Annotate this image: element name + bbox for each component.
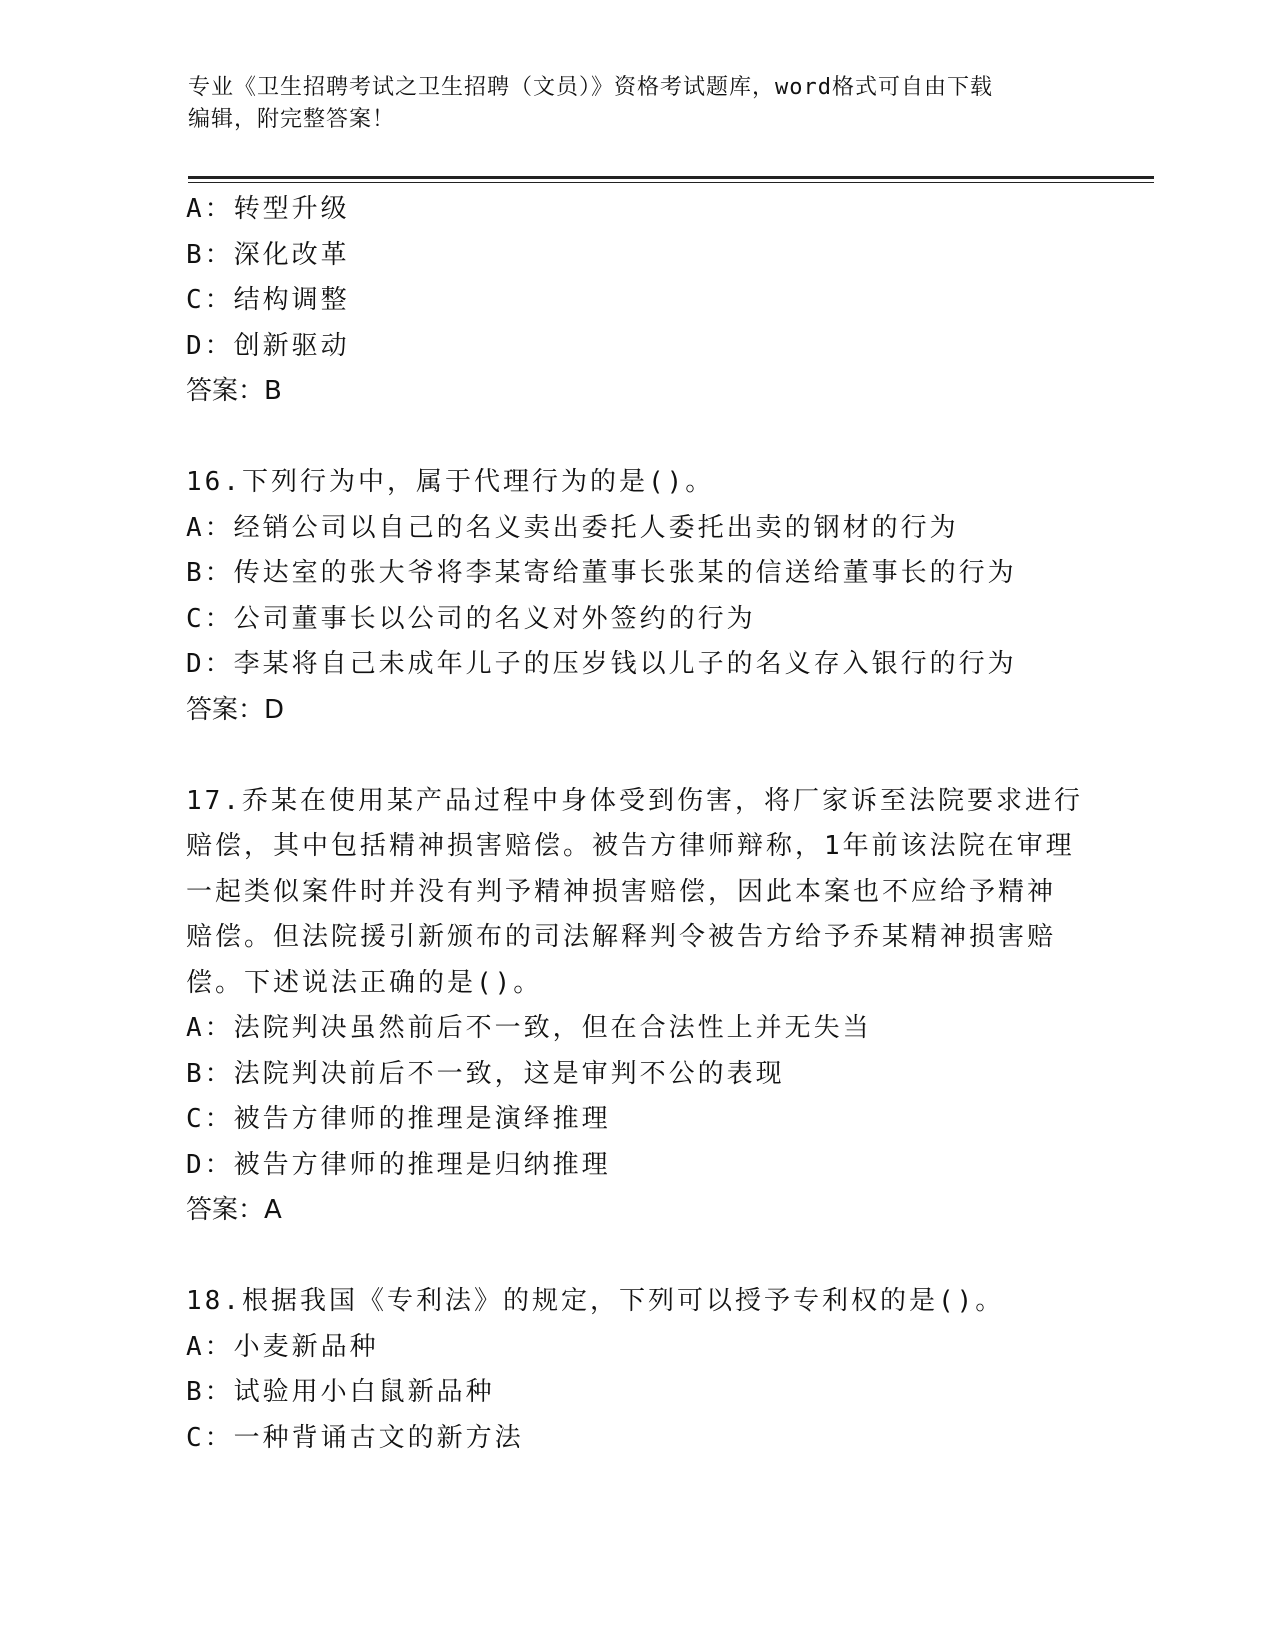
option-d: D：创新驱动 bbox=[186, 330, 350, 361]
option-a: A：经销公司以自己的名义卖出委托人委托出卖的钢材的行为 bbox=[186, 512, 959, 543]
option-b: B：法院判决前后不一致，这是审判不公的表现 bbox=[186, 1058, 785, 1089]
option-b: B：深化改革 bbox=[186, 239, 350, 270]
question-stem: 偿。下述说法正确的是()。 bbox=[186, 967, 543, 998]
answer-line: 答案：A bbox=[186, 1195, 282, 1225]
option-d: D：被告方律师的推理是归纳推理 bbox=[186, 1149, 611, 1180]
question-stem: 17.乔某在使用某产品过程中身体受到伤害，将厂家诉至法院要求进行 bbox=[186, 785, 1083, 816]
header-divider-thin bbox=[188, 182, 1154, 183]
option-c: C：公司董事长以公司的名义对外签约的行为 bbox=[186, 603, 756, 634]
header-divider-thick bbox=[188, 176, 1154, 179]
option-a: A：法院判决虽然前后不一致，但在合法性上并无失当 bbox=[186, 1013, 872, 1043]
option-c: C：被告方律师的推理是演绎推理 bbox=[186, 1104, 611, 1134]
answer-line: 答案：B bbox=[186, 376, 282, 406]
spacer bbox=[186, 1234, 1086, 1280]
document-header bbox=[188, 72, 1088, 136]
question-stem: 16.下列行为中，属于代理行为的是()。 bbox=[186, 467, 715, 497]
question-16 bbox=[186, 460, 1086, 733]
question-list bbox=[186, 187, 1086, 1461]
answer-line: 答案：D bbox=[186, 694, 285, 725]
option-c: C：结构调整 bbox=[186, 285, 350, 315]
option-b: B：传达室的张大爷将李某寄给董事长张某的信送给董事长的行为 bbox=[186, 558, 1017, 588]
option-b: B：试验用小白鼠新品种 bbox=[186, 1377, 495, 1407]
spacer bbox=[186, 733, 1086, 779]
question-15-continued bbox=[186, 187, 1086, 415]
option-a: A：转型升级 bbox=[186, 194, 350, 224]
question-stem: 赔偿，其中包括精神损害赔偿。被告方律师辩称，1年前该法院在审理 bbox=[186, 831, 1075, 861]
option-a: A：小麦新品种 bbox=[186, 1331, 379, 1362]
question-stem: 18.根据我国《专利法》的规定，下列可以授予专利权的是()。 bbox=[186, 1286, 1005, 1316]
header-line-2: 编辑，附完整答案！ bbox=[188, 107, 396, 132]
spacer bbox=[186, 415, 1086, 461]
question-stem: 一起类似案件时并没有判予精神损害赔偿，因此本案也不应给予精神 bbox=[186, 876, 1057, 907]
question-17 bbox=[186, 779, 1086, 1234]
header-line-1: 专业《卫生招聘考试之卫生招聘（文员）》资格考试题库，word格式可自由下载 bbox=[188, 75, 993, 100]
question-18 bbox=[186, 1279, 1086, 1461]
question-stem: 赔偿。但法院援引新颁布的司法解释判令被告方给予乔某精神损害赔 bbox=[186, 922, 1057, 952]
option-d: D：李某将自己未成年儿子的压岁钱以儿子的名义存入银行的行为 bbox=[186, 649, 1017, 679]
option-c: C：一种背诵古文的新方法 bbox=[186, 1422, 524, 1453]
